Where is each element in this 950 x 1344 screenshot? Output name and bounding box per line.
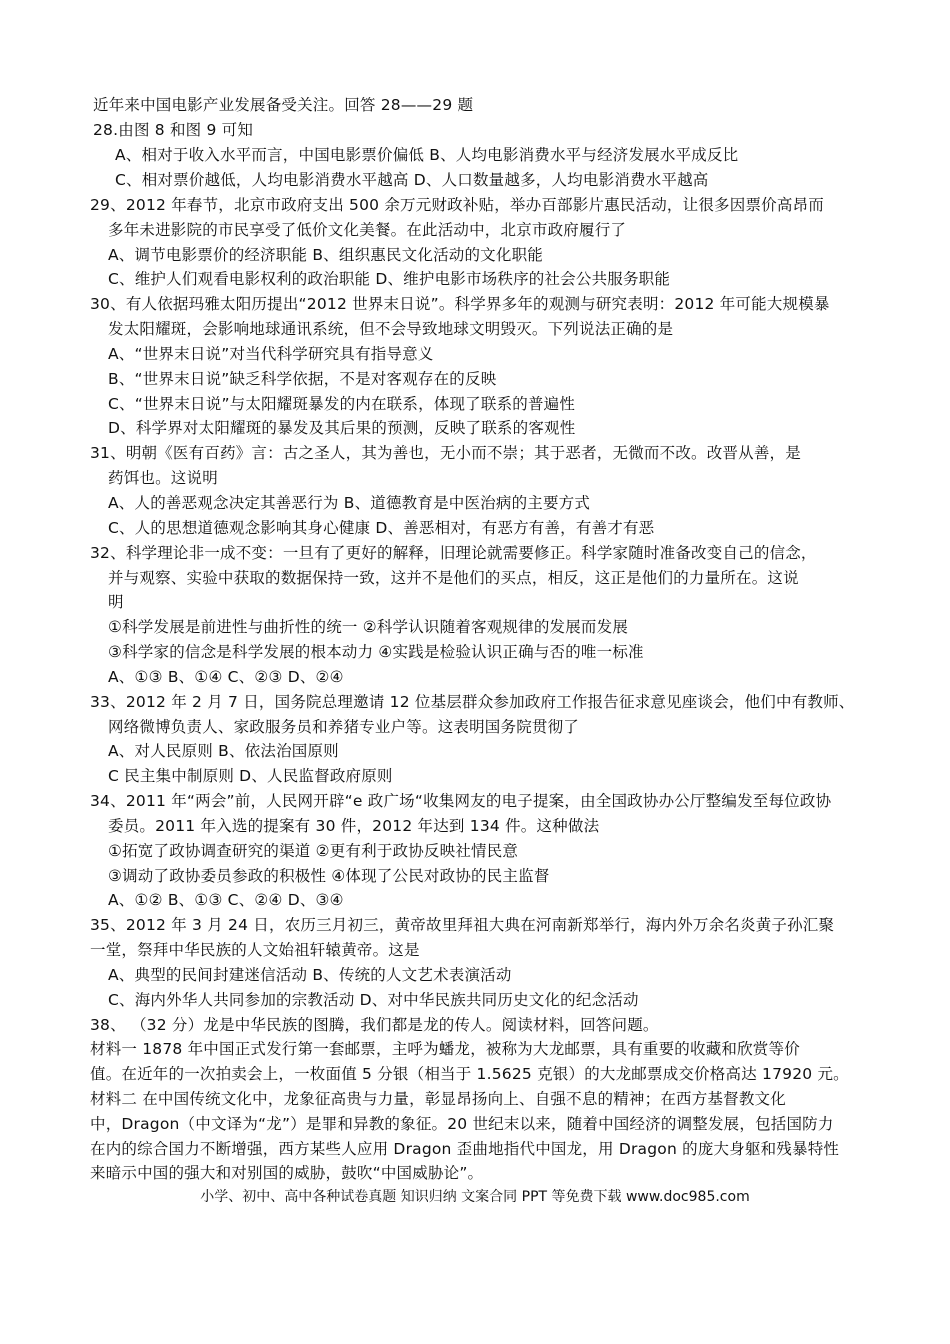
q32-options: A、①③ B、①④ C、②③ D、②④ — [108, 668, 344, 686]
q34-stem-line1: 34、2011 年“两会”前，人民网开辟“e 政广场“收集网友的电子提案，由全国政协办公厅整编发至每位政协 — [90, 792, 832, 810]
q30-option-d: D、科学界对太阳耀斑的暴发及其后果的预测，反映了联系的客观性 — [108, 419, 576, 437]
q31-stem-line2: 药饵也。这说明 — [108, 469, 218, 487]
material-2-line4: 来暗示中国的强大和对别国的威胁，鼓吹“中国威胁论”。 — [90, 1164, 484, 1182]
q29-stem-line1: 29、2012 年春节，北京市政府支出 500 余万元财政补贴，举办百部影片惠民活动，让很多因票价高昂而 — [90, 196, 824, 214]
q33-options-cd: C 民主集中制原则 D、人民监督政府原则 — [108, 767, 393, 785]
material-2-line2: 中，Dragon（中文译为“龙”）是罪和异教的象征。20 世纪末以来，随着中国经济的调整发展，包括国防力 — [90, 1115, 834, 1133]
q35-options-cd: C、海内外华人共同参加的宗教活动 D、对中华民族共同历史文化的纪念活动 — [108, 991, 639, 1009]
q29-stem-line2: 多年未进影院的市民享受了低价文化美餐。在此活动中，北京市政府履行了 — [108, 221, 627, 239]
q34-stem-line2: 委员。2011 年入选的提案有 30 件，2012 年达到 134 件。这种做法 — [108, 817, 600, 835]
q35-stem-line1: 35、2012 年 3 月 24 日，农历三月初三，黄帝故里拜祖大典在河南新郑举行，海内外万余名炎黄子孙汇聚 — [90, 916, 835, 934]
q30-stem-line1: 30、有人依据玛雅太阳历提出“2012 世界末日说”。科学界多年的观测与研究表明：2012 年可能大规模暴 — [90, 295, 830, 313]
q34-items-34: ③调动了政协委员参政的积极性 ④体现了公民对政协的民主监督 — [108, 867, 550, 885]
q29-options-ab: A、调节电影票价的经济职能 B、组织惠民文化活动的文化职能 — [108, 246, 543, 264]
q38-stem: 38、 （32 分）龙是中华民族的图腾，我们都是龙的传人。阅读材料，回答问题。 — [90, 1016, 659, 1034]
intro-line: 近年来中国电影产业发展备受关注。回答 28——29 题 — [93, 96, 474, 114]
q31-options-cd: C、人的思想道德观念影响其身心健康 D、善恶相对，有恶方有善，有善才有恶 — [108, 519, 655, 537]
q32-items-34: ③科学家的信念是科学发展的根本动力 ④实践是检验认识正确与否的唯一标准 — [108, 643, 644, 661]
q35-options-ab: A、典型的民间封建迷信活动 B、传统的人文艺术表演活动 — [108, 966, 512, 984]
q31-options-ab: A、人的善恶观念决定其善恶行为 B、道德教育是中医治病的主要方式 — [108, 494, 591, 512]
q28-options-cd: C、相对票价越低，人均电影消费水平越高 D、人口数量越多，人均电影消费水平越高 — [115, 171, 709, 189]
q33-stem-line2: 网络微博负责人、家政服务员和养猪专业户等。这表明国务院贯彻了 — [108, 718, 580, 736]
q34-items-12: ①拓宽了政协调查研究的渠道 ②更有利于政协反映社情民意 — [108, 842, 519, 860]
q30-option-a: A、“世界末日说”对当代科学研究具有指导意义 — [108, 345, 434, 363]
material-1-line2: 值。在近年的一次拍卖会上，一枚面值 5 分银（相当于 1.5625 克银）的大龙邮票成交价格高达 17920 元。 — [90, 1065, 849, 1083]
q28-stem: 28.由图 8 和图 9 可知 — [93, 121, 254, 139]
q34-options: A、①② B、①③ C、②④ D、③④ — [108, 891, 344, 909]
q32-stem-line2: 并与观察、实验中获取的数据保持一致，这并不是他们的买点，相反，这正是他们的力量所在。这说 — [108, 569, 799, 587]
material-1-line1: 材料一 1878 年中国正式发行第一套邮票，主呼为蟠龙，被称为大龙邮票，具有重要的收藏和欣赏等价 — [90, 1040, 800, 1058]
q32-stem-line3: 明 — [108, 593, 124, 611]
q31-stem-line1: 31、明朝《医有百药》言：古之圣人，其为善也，无小而不崇；其于恶者，无微而不改。改晋从善，是 — [90, 444, 801, 462]
q35-stem-line2: 一堂，祭拜中华民族的人文始祖轩辕黄帝。这是 — [90, 941, 420, 959]
material-2-line3: 在内的综合国力不断增强，西方某些人应用 Dragon 歪曲地指代中国龙，用 Dragon 的庞大身躯和残暴特性 — [90, 1140, 840, 1158]
q30-option-c: C、“世界末日说”与太阳耀斑暴发的内在联系，体现了联系的普遍性 — [108, 395, 576, 413]
q29-options-cd: C、维护人们观看电影权利的政治职能 D、维护电影市场秩序的社会公共服务职能 — [108, 270, 671, 288]
q32-stem-line1: 32、科学理论非一成不变：一旦有了更好的解释，旧理论就需要修正。科学家随时准备改变自己的信念， — [90, 544, 817, 562]
q28-options-ab: A、相对于收入水平而言，中国电影票价偏低 B、人均电影消费水平与经济发展水平成反比 — [115, 146, 739, 164]
q33-options-ab: A、对人民原则 B、依法治国原则 — [108, 742, 339, 760]
q32-items-12: ①科学发展是前进性与曲折性的统一 ②科学认识随着客观规律的发展而发展 — [108, 618, 629, 636]
q30-option-b: B、“世界末日说”缺乏科学依据，不是对客观存在的反映 — [108, 370, 497, 388]
q33-stem-line1: 33、2012 年 2 月 7 日，国务院总理邀请 12 位基层群众参加政府工作报告征求意见座谈会，他们中有教师、 — [90, 693, 855, 711]
q30-stem-line2: 发太阳耀斑，会影响地球通讯系统，但不会导致地球文明毁灭。下列说法正确的是 — [108, 320, 674, 338]
material-2-line1: 材料二 在中国传统文化中，龙象征高贵与力量，彰显昂扬向上、自强不息的精神；在西方基督教文化 — [90, 1090, 786, 1108]
footer-banner: 小学、初中、高中各种试卷真题 知识归纳 文案合同 PPT 等免费下载 www.doc985.com — [200, 1189, 750, 1205]
